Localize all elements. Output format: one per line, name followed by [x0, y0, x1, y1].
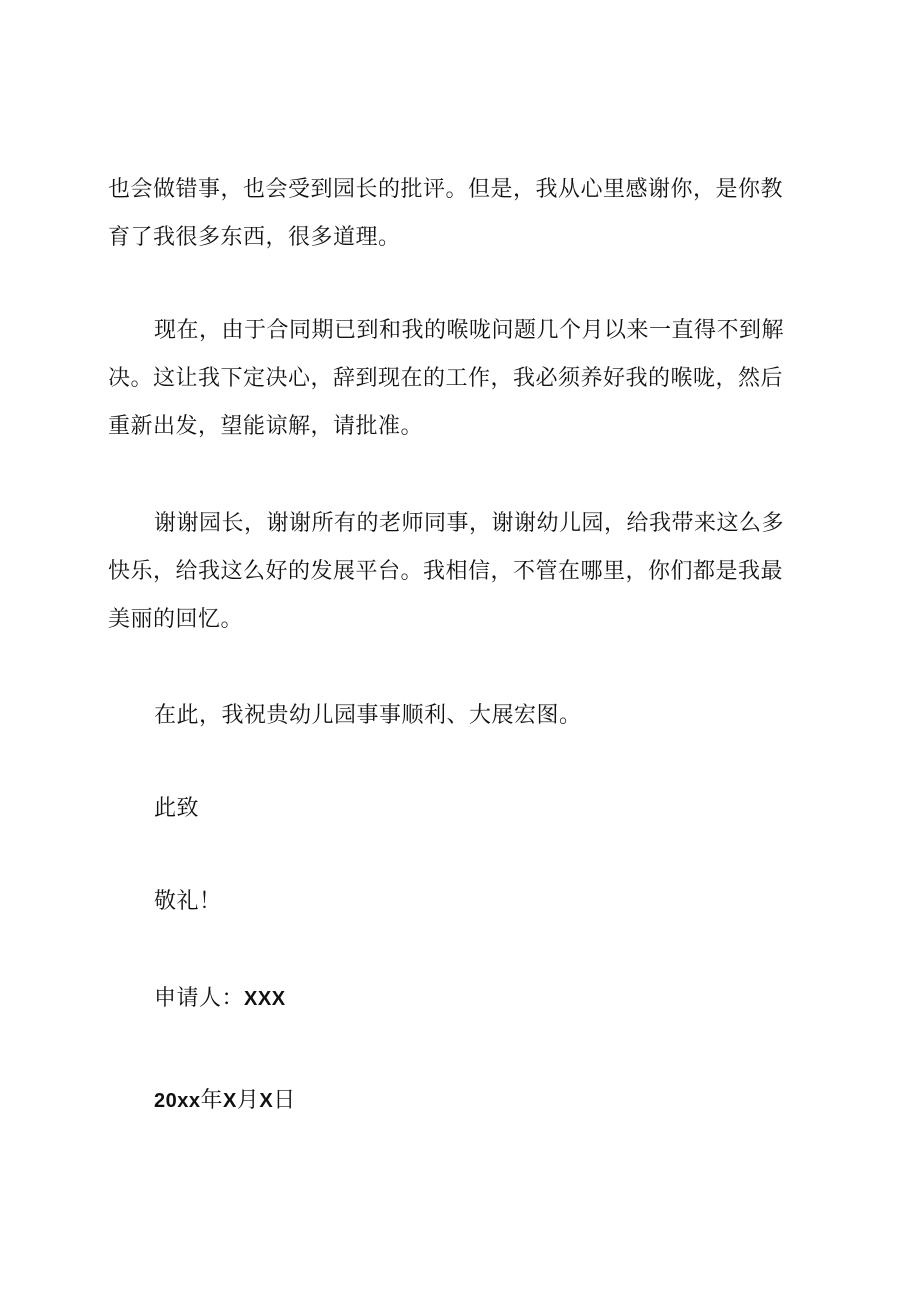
paragraph-resignation-reason	[108, 307, 808, 451]
paragraph-line: 育了我很多东西，很多道理。	[108, 225, 401, 250]
date-year-unit: 年	[200, 1088, 224, 1113]
paragraph-line: 现在，由于合同期已到和我的喉咙问题几个月以来一直得不到解	[154, 318, 785, 343]
applicant-signature	[108, 975, 808, 1023]
paragraph-line: 决。这让我下定决心，辞到现在的工作，我必须养好我的喉咙，然后	[108, 366, 784, 391]
applicant-name: XXX	[244, 988, 286, 1010]
applicant-line	[108, 975, 808, 1023]
closing-line: 敬礼！	[154, 889, 222, 914]
closing-respect	[108, 878, 808, 926]
paragraph-line: 快乐，给我这么好的发展平台。我相信，不管在哪里，你们都是我最	[108, 559, 784, 584]
paragraph-line: 重新出发，望能谅解，请批准。	[108, 414, 424, 439]
closing-salutation	[108, 785, 808, 833]
date-day-unit: 日	[273, 1088, 296, 1113]
application-date	[108, 1077, 808, 1125]
date-month-unit: 月	[236, 1088, 260, 1113]
paragraph-line: 也会做错事，也会受到园长的批评。但是，我从心里感谢你，是你教	[108, 177, 784, 202]
applicant-label: 申请人：	[154, 986, 245, 1011]
paragraph-wishes	[108, 692, 808, 740]
paragraph-gratitude	[108, 500, 808, 644]
date-day: X	[259, 1090, 274, 1112]
closing-line: 此致	[154, 796, 200, 821]
date-year: 20xx	[154, 1090, 201, 1112]
wish-line: 在此，我祝贵幼儿园事事顺利、大展宏图。	[154, 703, 582, 728]
paragraph-line: 谢谢园长，谢谢所有的老师同事，谢谢幼儿园，给我带来这么多	[154, 511, 785, 536]
paragraph-line: 美丽的回忆。	[108, 607, 244, 632]
date-month: X	[223, 1090, 237, 1112]
date-line	[108, 1077, 808, 1125]
paragraph-teacher-thanks	[108, 166, 808, 262]
